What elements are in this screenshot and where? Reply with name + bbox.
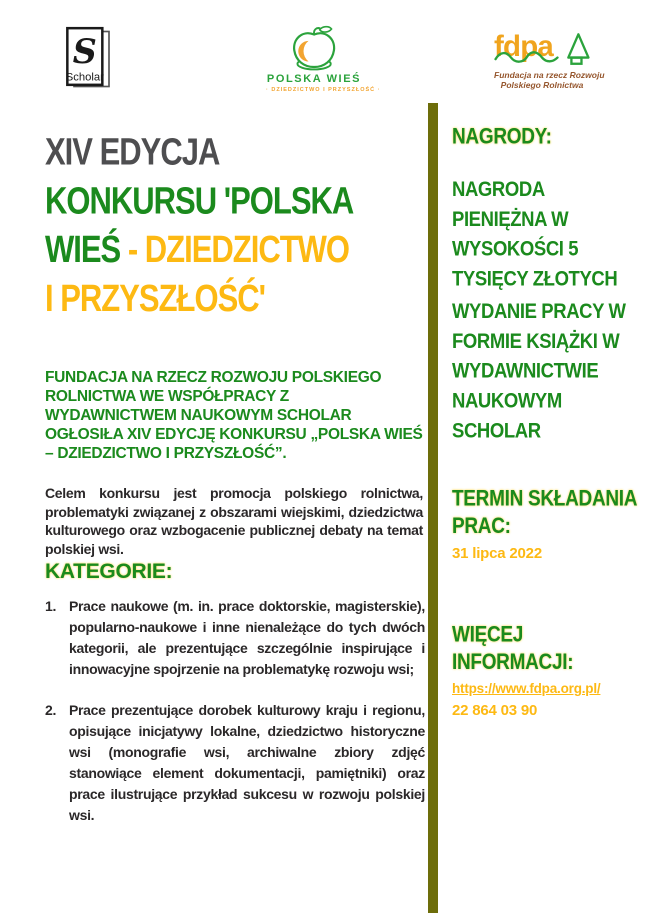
list-item-text: Prace naukowe (m. in. prace doktorskie, magisterskie), popularno-naukowe i inne nienależące do tych dwóch kategorii, ale prezentujące szczególnie inspirujące i innowacyjne spojrzenie na problematykę rozwoju wsi; xyxy=(69,598,425,677)
scholar-label: Scholar xyxy=(65,71,104,84)
deadline-heading: TERMIN SKŁADANIA PRAC: xyxy=(452,487,637,539)
fdpa-caption-line1: Fundacja na rzecz Rozwoju xyxy=(494,70,605,80)
prize-item-money: NAGRODA PIENIĘŻNA W WYSOKOŚCI 5 TYSIĘCY ZŁOTYCH xyxy=(452,176,618,291)
title-line-wies xyxy=(45,226,425,275)
fdpa-acronym: fdpa xyxy=(494,30,553,64)
page-title xyxy=(45,128,425,323)
polska-wies-logo-title: POLSKA WIEŚ xyxy=(266,73,362,85)
polska-wies-logo-subtitle: · DZIEDZICTWO I PRZYSZŁOŚĆ · xyxy=(266,87,381,93)
categories-heading: KATEGORIE: xyxy=(45,560,173,583)
goal-paragraph: Celem konkursu jest promocja polskiego rolnictwa, problematyki związanej z obszarami wiejskimi, dziedzictwa kulturowego oraz wzbogacenie publicznej debaty na temat polskiej wsi. xyxy=(45,485,423,557)
categories-list xyxy=(45,596,425,846)
fdpa-caption-line2: Polskiego Rolnictwa xyxy=(500,80,584,90)
fdpa-website-link[interactable]: https://www.fdpa.org.pl/ xyxy=(452,681,601,696)
more-info-heading: WIĘCEJ INFORMACJI: xyxy=(452,623,574,675)
list-item xyxy=(45,700,425,826)
list-item-number: 2. xyxy=(45,702,57,718)
prize-item-book: WYDANIE PRACY W FORMIE KSIĄŻKI W WYDAWNICTWIE NAUKOWYM SCHOLAR xyxy=(452,298,626,443)
book-icon xyxy=(64,26,114,92)
title-line-edition: XIV EDYCJA xyxy=(45,130,220,174)
apple-icon xyxy=(267,25,362,71)
polska-wies-logo xyxy=(266,25,381,93)
list-item xyxy=(45,596,425,680)
title-dziedzictwo: DZIEDZICTWO xyxy=(144,228,350,271)
title-line-konkursu: KONKURSU 'POLSKA xyxy=(45,179,354,222)
list-item-text: Prace prezentujące dorobek kulturowy kraju i regionu, opisujące inicjatywy lokalne, dziedzictwo historyczne wsi (monografie wsi, archiwalne zbiory zdjęć stanowiące element dokumentacji, pamiętniki) oraz prace ilustrujące przykład sukcesu w rozwoju polskiej wsi. xyxy=(69,702,425,823)
announcement-paragraph: FUNDACJA NA RZECZ ROZWOJU POLSKIEGO ROLNICTWA WE WSPÓŁPRACY Z WYDAWNICTWEM NAUKOWYM SCHOLAR OGŁOSIŁA XIV EDYCJĘ KONKURSU „POLSKA WIEŚ – DZIEDZICTWO I PRZYSZŁOŚĆ”. xyxy=(45,369,423,462)
title-separator: - xyxy=(120,228,145,271)
contact-phone: 22 864 03 90 xyxy=(452,702,538,719)
list-item-number: 1. xyxy=(45,598,57,614)
title-wies: WIEŚ xyxy=(45,228,121,271)
prizes-heading: NAGRODY: xyxy=(452,125,552,150)
deadline-date: 31 lipca 2022 xyxy=(452,545,542,562)
scholar-initial: S xyxy=(72,32,97,72)
scholar-logo xyxy=(64,26,114,92)
fdpa-logo xyxy=(494,28,605,90)
vertical-divider xyxy=(428,103,438,913)
title-line-przyszlosc: I PRZYSZŁOŚĆ' xyxy=(45,276,265,320)
tree-icon xyxy=(494,28,590,67)
